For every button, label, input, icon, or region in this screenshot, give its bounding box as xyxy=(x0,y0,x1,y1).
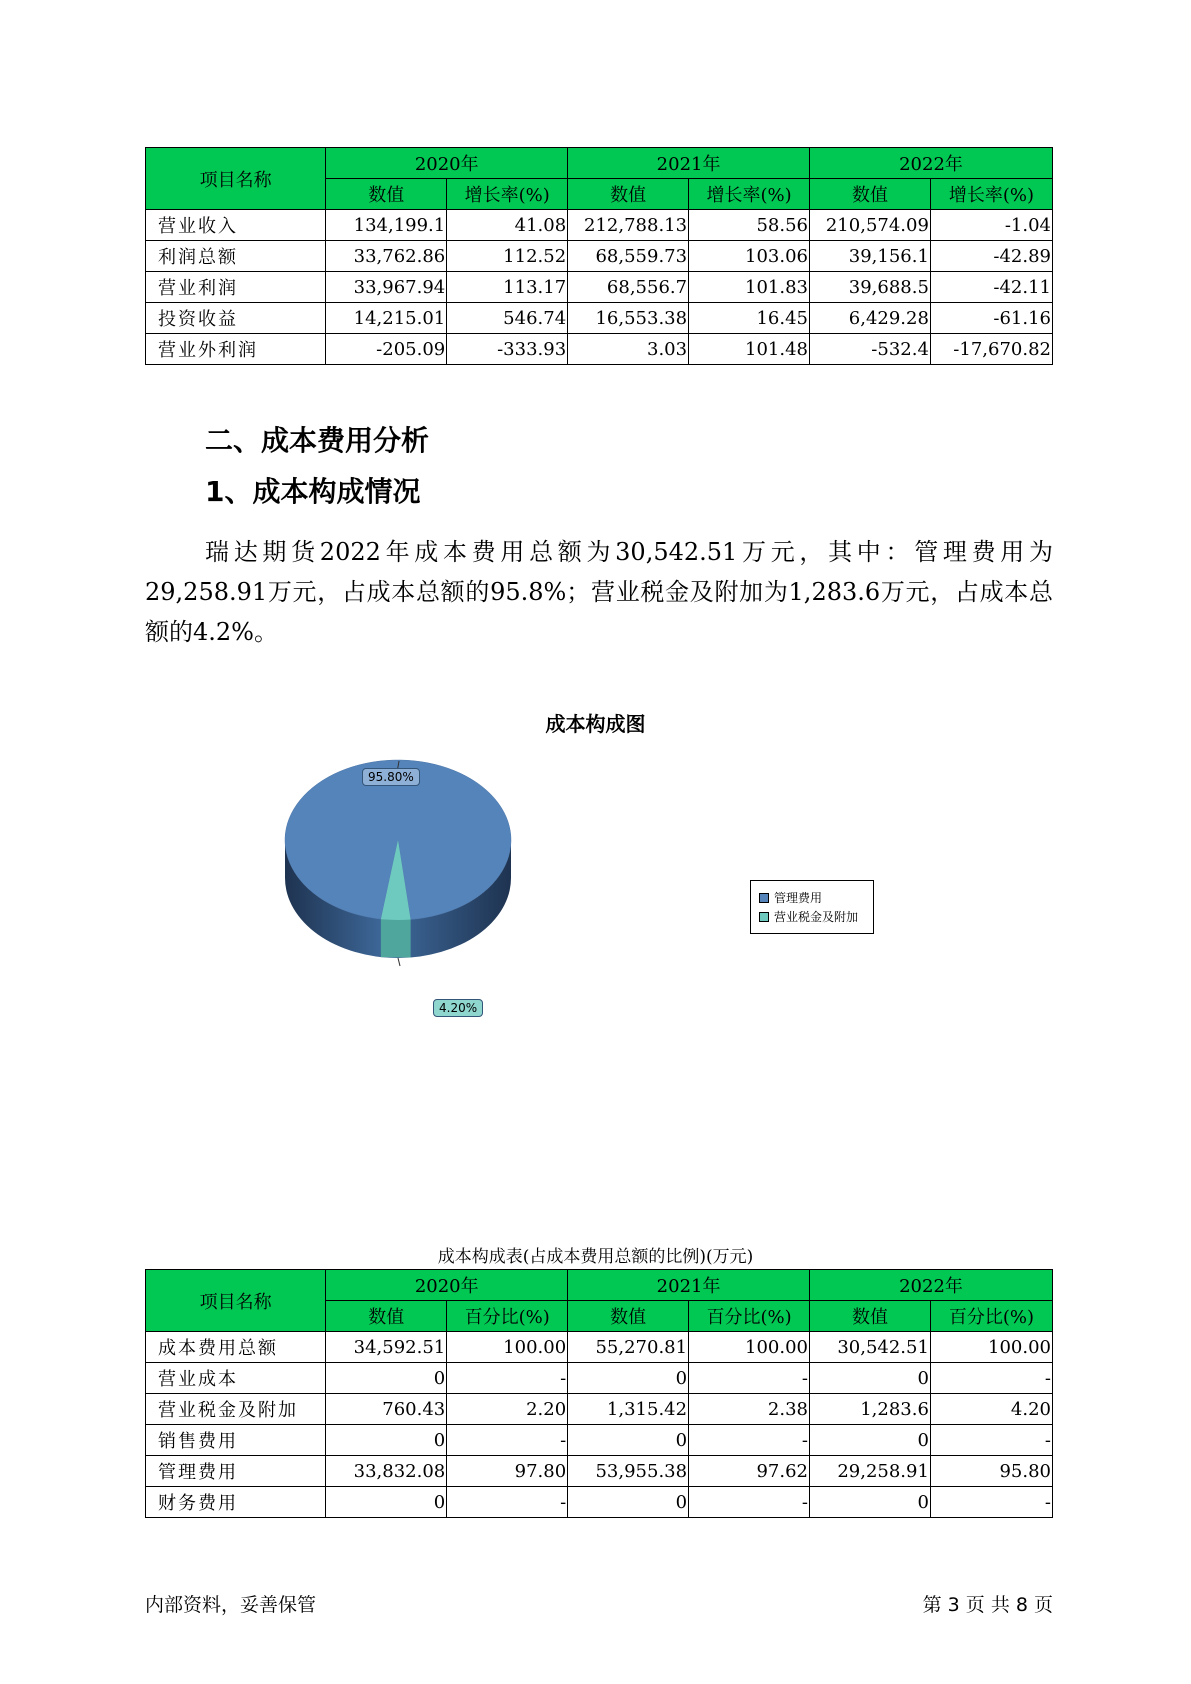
table-row xyxy=(146,1425,1053,1456)
table-cell: 546.74 xyxy=(447,303,568,334)
header-item-name: 项目名称 xyxy=(146,148,326,210)
header-growth: 增长率(%) xyxy=(447,179,568,210)
table-cell: 58.56 xyxy=(689,210,810,241)
table-cell: 97.80 xyxy=(447,1456,568,1487)
legend-item-tax xyxy=(759,907,865,926)
table-cell: 55,270.81 xyxy=(568,1332,689,1363)
table-cell: 3.03 xyxy=(568,334,689,365)
table-cell: 16,553.38 xyxy=(568,303,689,334)
header-item-name: 项目名称 xyxy=(146,1270,326,1332)
row-label: 营业外利润 xyxy=(146,334,326,365)
table-cell: 0 xyxy=(810,1487,931,1518)
financial-summary-table xyxy=(145,147,1053,365)
table-cell: 95.80 xyxy=(930,1456,1052,1487)
table-cell: 134,199.1 xyxy=(326,210,447,241)
header-value: 数值 xyxy=(568,1301,689,1332)
table-cell: 0 xyxy=(326,1363,447,1394)
pie-slice-side-tax xyxy=(381,919,411,957)
table-row xyxy=(146,1394,1053,1425)
table-cell: 41.08 xyxy=(447,210,568,241)
legend-label-tax: 营业税金及附加 xyxy=(774,910,859,924)
pie-chart xyxy=(280,755,570,1005)
row-label: 财务费用 xyxy=(146,1487,326,1518)
legend-label-management: 管理费用 xyxy=(774,891,823,905)
table-cell: 100.00 xyxy=(930,1332,1052,1363)
table-cell: -333.93 xyxy=(447,334,568,365)
table-cell: 103.06 xyxy=(689,241,810,272)
pie-label-tax: 4.20% xyxy=(433,999,483,1017)
chart-title: 成本构成图 xyxy=(545,712,646,736)
table-cell: 16.45 xyxy=(689,303,810,334)
table-cell: - xyxy=(447,1487,568,1518)
row-label: 营业收入 xyxy=(146,210,326,241)
header-year-2021: 2021年 xyxy=(568,1270,810,1301)
header-growth: 增长率(%) xyxy=(930,179,1052,210)
table-cell: 33,967.94 xyxy=(326,272,447,303)
table-cell: 6,429.28 xyxy=(810,303,931,334)
legend-swatch-tax xyxy=(759,912,769,922)
table-cell: -205.09 xyxy=(326,334,447,365)
table-cell: - xyxy=(689,1425,810,1456)
table-row xyxy=(146,1363,1053,1394)
table-cell: 2.38 xyxy=(689,1394,810,1425)
legend-item-management xyxy=(759,888,865,907)
table-row xyxy=(146,1332,1053,1363)
pie-label-management: 95.80% xyxy=(362,768,420,786)
cost-composition-table xyxy=(145,1269,1053,1518)
section-heading: 二、成本费用分析 xyxy=(205,424,430,457)
table-cell: -61.16 xyxy=(930,303,1052,334)
table-cell: 1,315.42 xyxy=(568,1394,689,1425)
table-cell: - xyxy=(930,1425,1052,1456)
table-cell: 0 xyxy=(326,1487,447,1518)
table-cell: - xyxy=(689,1363,810,1394)
table-cell: 101.83 xyxy=(689,272,810,303)
table-cell: 33,762.86 xyxy=(326,241,447,272)
header-growth: 增长率(%) xyxy=(689,179,810,210)
table-cell: - xyxy=(930,1363,1052,1394)
table-cell: 0 xyxy=(810,1363,931,1394)
table-cell: 4.20 xyxy=(930,1394,1052,1425)
table-cell: 0 xyxy=(568,1487,689,1518)
header-percent: 百分比(%) xyxy=(447,1301,568,1332)
header-value: 数值 xyxy=(326,1301,447,1332)
table-cell: 0 xyxy=(810,1425,931,1456)
header-year-2022: 2022年 xyxy=(810,1270,1053,1301)
table2-body xyxy=(146,1332,1053,1518)
table-cell: -42.89 xyxy=(930,241,1052,272)
table-cell: 33,832.08 xyxy=(326,1456,447,1487)
table-cell: 14,215.01 xyxy=(326,303,447,334)
table-cell: 68,559.73 xyxy=(568,241,689,272)
table-cell: 29,258.91 xyxy=(810,1456,931,1487)
analysis-paragraph: 瑞达期货2022年成本费用总额为30,542.51万元，其中：管理费用为29,258.91万元，占成本总额的95.8%；营业税金及附加为1,283.6万元，占成本总额的4.2%。 xyxy=(145,538,1053,646)
table-cell: 0 xyxy=(326,1425,447,1456)
table-cell: 30,542.51 xyxy=(810,1332,931,1363)
table-cell: 100.00 xyxy=(689,1332,810,1363)
header-value: 数值 xyxy=(810,1301,931,1332)
table-row xyxy=(146,210,1053,241)
subsection-heading: 1、成本构成情况 xyxy=(205,475,421,508)
header-percent: 百分比(%) xyxy=(689,1301,810,1332)
row-label: 销售费用 xyxy=(146,1425,326,1456)
table-row xyxy=(146,272,1053,303)
header-year-2020: 2020年 xyxy=(326,148,568,179)
table-cell: 212,788.13 xyxy=(568,210,689,241)
table-cell: -532.4 xyxy=(810,334,931,365)
table-cell: -1.04 xyxy=(930,210,1052,241)
table-cell: 0 xyxy=(568,1363,689,1394)
cost-table-caption: 成本构成表(占成本费用总额的比例)(万元) xyxy=(437,1247,754,1267)
pie-leader-tax xyxy=(398,958,400,966)
table-row xyxy=(146,241,1053,272)
table-row xyxy=(146,303,1053,334)
header-value: 数值 xyxy=(810,179,931,210)
footer-page-number: 第 3 页 共 8 页 xyxy=(922,1594,1053,1616)
table-row xyxy=(146,334,1053,365)
row-label: 营业成本 xyxy=(146,1363,326,1394)
row-label: 投资收益 xyxy=(146,303,326,334)
table-cell: 34,592.51 xyxy=(326,1332,447,1363)
header-year-2022: 2022年 xyxy=(810,148,1053,179)
row-label: 成本费用总额 xyxy=(146,1332,326,1363)
table-row xyxy=(146,1487,1053,1518)
table-cell: 97.62 xyxy=(689,1456,810,1487)
table-cell: - xyxy=(447,1425,568,1456)
table-row xyxy=(146,1456,1053,1487)
table-cell: - xyxy=(447,1363,568,1394)
table-cell: -17,670.82 xyxy=(930,334,1052,365)
header-value: 数值 xyxy=(326,179,447,210)
table-cell: -42.11 xyxy=(930,272,1052,303)
row-label: 营业利润 xyxy=(146,272,326,303)
chart-legend xyxy=(750,880,874,934)
table-cell: 39,156.1 xyxy=(810,241,931,272)
table-cell: 53,955.38 xyxy=(568,1456,689,1487)
table-cell: 210,574.09 xyxy=(810,210,931,241)
table-cell: 2.20 xyxy=(447,1394,568,1425)
row-label: 利润总额 xyxy=(146,241,326,272)
table-cell: 113.17 xyxy=(447,272,568,303)
row-label: 管理费用 xyxy=(146,1456,326,1487)
header-value: 数值 xyxy=(568,179,689,210)
header-percent: 百分比(%) xyxy=(930,1301,1052,1332)
table-cell: 101.48 xyxy=(689,334,810,365)
table-cell: 39,688.5 xyxy=(810,272,931,303)
table-cell: - xyxy=(689,1487,810,1518)
table1-body xyxy=(146,210,1053,365)
header-year-2021: 2021年 xyxy=(568,148,810,179)
row-label: 营业税金及附加 xyxy=(146,1394,326,1425)
table-cell: 68,556.7 xyxy=(568,272,689,303)
legend-swatch-management xyxy=(759,893,769,903)
table-cell: 100.00 xyxy=(447,1332,568,1363)
footer-confidential: 内部资料，妥善保管 xyxy=(145,1594,317,1616)
table-cell: 0 xyxy=(568,1425,689,1456)
table-cell: 760.43 xyxy=(326,1394,447,1425)
table-cell: 1,283.6 xyxy=(810,1394,931,1425)
table-cell: 112.52 xyxy=(447,241,568,272)
header-year-2020: 2020年 xyxy=(326,1270,568,1301)
table-cell: - xyxy=(930,1487,1052,1518)
